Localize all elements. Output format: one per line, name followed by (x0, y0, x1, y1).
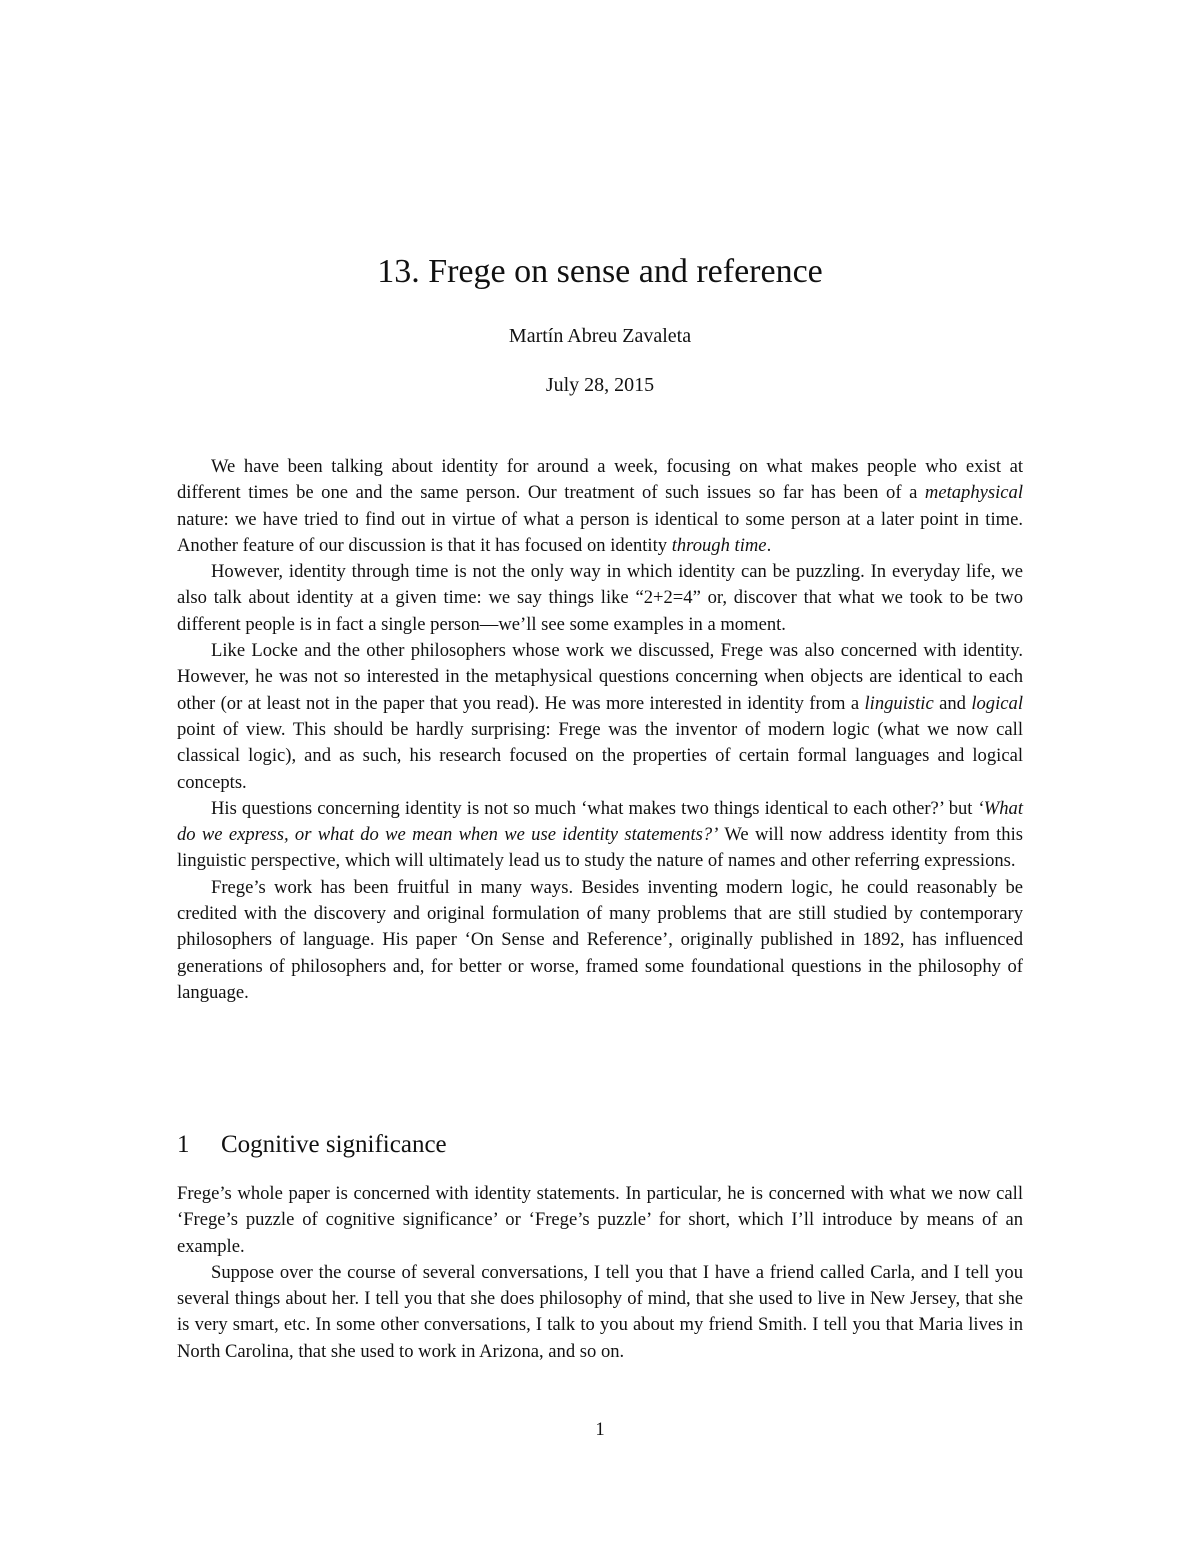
emphasis: ‘What do we express, or what do we mean when we use identity statements?’ (177, 797, 1023, 846)
intro-section (177, 454, 1023, 1006)
section-body (177, 1181, 1023, 1365)
paragraph: Like Locke and the other philosophers whose work we discussed, Frege was also concerned with identity. However, he was not so interested in the metaphysical questions concerning when objects are identical to each other (or at least not in the paper that you read). He was more interested in identity from a linguistic and logical point of view. This should be hardly surprising: Frege was the inventor of modern logic (what we now call classical logic), and as such, his research focused on the properties of certain formal languages and logical concepts. (177, 640, 1023, 793)
section-heading (177, 1127, 1023, 1163)
section-title: Cognitive significance (221, 1131, 447, 1158)
emphasis: linguistic (864, 692, 934, 714)
paper-date: July 28, 2015 (545, 374, 655, 396)
paragraph: However, identity through time is not the only way in which identity can be puzzling. In everyday life, we also talk about identity at a given time: we say things like “2+2=4” or, discover that what we took to be two different people is in fact a single person—we’ll see some examples in a moment. (177, 561, 1023, 635)
paper-title: 13. Frege on sense and reference (377, 253, 823, 290)
paragraph: We have been talking about identity for around a week, focusing on what makes people who exist at different times be one and the same person. Our treatment of such issues so far has been of a metaphysical nature: we have tried to find out in virtue of what a person is identical to some person at a later point in time. Another feature of our discussion is that it has focused on identity through time. (177, 456, 1023, 556)
paper-author: Martín Abreu Zavaleta (508, 325, 692, 347)
section-number: 1 (177, 1131, 190, 1158)
paragraph: Frege’s work has been fruitful in many ways. Besides inventing modern logic, he could reasonably be credited with the discovery and original formulation of many problems that are still studied by contemporary philosophers of language. His paper ‘On Sense and Reference’, originally published in 1892, has influenced generations of philosophers and, for better or worse, framed some foundational questions in the philosophy of language. (177, 876, 1023, 1003)
page-number: 1 (595, 1419, 605, 1440)
emphasis: logical (971, 692, 1023, 714)
paragraph: His questions concerning identity is not so much ‘what makes two things identical to each other?’ but ‘What do we express, or what do we mean when we use identity statements?’ We will now address identity from this linguistic perspective, which will ultimately lead us to study the nature of names and other referring expressions. (177, 797, 1024, 872)
emphasis: through time (671, 534, 767, 556)
paragraph: Suppose over the course of several conversations, I tell you that I have a friend called Carla, and I tell you several things about her. I tell you that she does philosophy of mind, that she used to live in New Jersey, that she is very smart, etc. In some other conversations, I talk to you about my friend Smith. I tell you that Maria lives in North Carolina, that she used to work in Arizona, and so on. (177, 1261, 1023, 1362)
paragraph: Frege’s whole paper is concerned with identity statements. In particular, he is concerned with what we now call ‘Frege’s puzzle of cognitive significance’ or ‘Frege’s puzzle’ for short, which I’ll introduce by means of an example. (177, 1183, 1023, 1257)
emphasis: metaphysical (924, 482, 1023, 504)
